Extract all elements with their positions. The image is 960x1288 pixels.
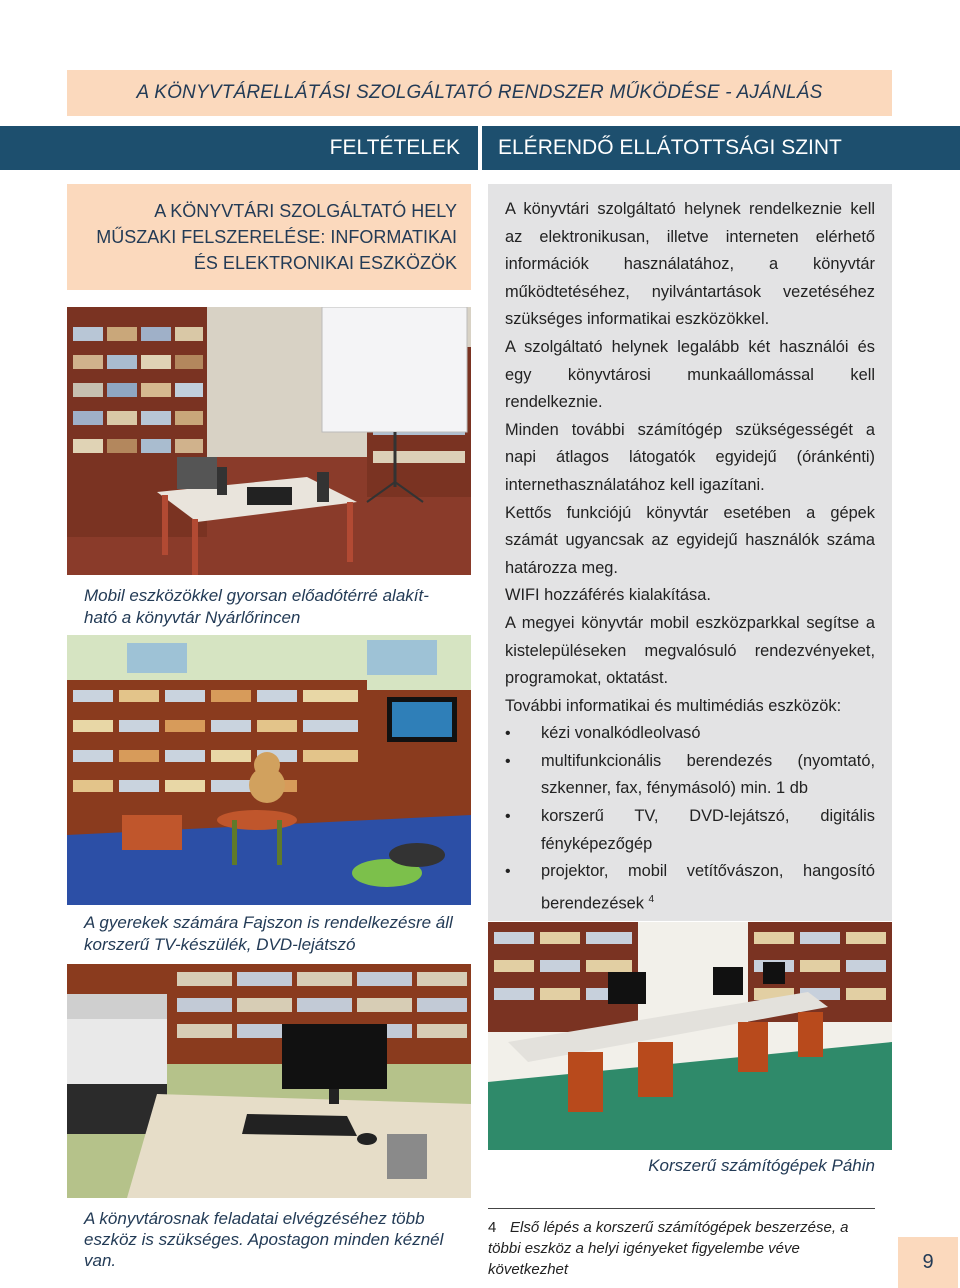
caption-photo-1 (84, 585, 464, 629)
caption-3-line-3: van. (84, 1251, 117, 1270)
caption-4-text: Korszerű számítógépek Páhin (648, 1156, 875, 1175)
photo-computers (488, 922, 892, 1150)
footnote (488, 1217, 878, 1280)
banner-title: A KÖNYVTÁRELLÁTÁSI SZOLGÁLTATÓ RENDSZER MŰKÖDÉSE - AJÁNLÁS (136, 82, 823, 103)
footnote-reference: 4 (648, 893, 655, 905)
caption-1-line-1: Mobil eszközökkel gyorsan előadótérré alakít- (84, 586, 429, 605)
caption-2-line-2: korszerű TV-készülék, DVD-lejátszó (84, 935, 356, 954)
list-item (505, 803, 875, 858)
list-item-text: multifunkcionális berendezés (nyomtató, szkenner, fax, fénymásoló) min. 1 db (541, 751, 875, 798)
service-level-text (505, 196, 875, 918)
caption-2-line-1: A gyerekek számára Fajszon is rendelkezésre áll (84, 913, 453, 932)
caption-photo-2 (84, 912, 469, 956)
list-item (505, 720, 875, 748)
paragraph-2: A szolgáltató helynek legalább két használói és egy könyvtárosi munkaállomással kell rendelkeznie. (505, 337, 875, 412)
conditions-line-1: A KÖNYVTÁRI SZOLGÁLTATÓ HELY (154, 201, 457, 221)
photo-librarian-desk (67, 964, 471, 1198)
conditions-line-3: ÉS ELEKTRONIKAI ESZKÖZÖK (193, 253, 457, 273)
paragraph-1: A könyvtári szolgáltató helynek rendelkeznie kell az elektronikusan, illetve interneten elérhető információk használatához, a könyvtár működtetéséhez, nyilvántartások vezetéséhez szükséges informatikai eszközökkel. (505, 200, 875, 329)
caption-3-line-2: eszköz is szükséges. Apostagon minden kéznél (84, 1230, 444, 1249)
paragraph-3: Minden további számítógép szükségességét a napi átlagos látogatók egyidejű (óránkénti) internethasználatához kell igazítani. (505, 420, 875, 494)
footnote-divider (488, 1208, 875, 1209)
equipment-list (505, 720, 875, 918)
paragraph-7: További informatikai és multimédiás eszközök: (505, 696, 842, 715)
caption-photo-3 (84, 1208, 469, 1271)
list-item-text: projektor, mobil vetítővászon, hangosító berendezések (541, 862, 875, 913)
caption-3-line-1: A könyvtárosnak feladatai elvégzéséhez több (84, 1209, 425, 1228)
header-divider (478, 126, 482, 170)
header-right-label: ELÉRENDŐ ELLÁTOTTSÁGI SZINT (498, 136, 842, 159)
list-item-text: kézi vonalkódleolvasó (541, 724, 701, 743)
footnote-number: 4 (488, 1219, 497, 1236)
paragraph-4: Kettős funkciójú könyvtár esetében a gépek számát ugyancsak az egyidejű használók száma határozza meg. (505, 503, 875, 577)
footnote-text: Első lépés a korszerű számítógépek beszerzése, a többi eszköz a helyi igényeket figyelembe véve következhet (488, 1219, 849, 1278)
page-number (898, 1237, 958, 1288)
list-item (505, 748, 875, 803)
header-conditions (0, 126, 470, 170)
photo-library-projector (67, 307, 471, 575)
caption-1-line-2: ható a könyvtár Nyárlőrincen (84, 608, 301, 627)
list-item (505, 858, 875, 918)
header-left-label: FELTÉTELEK (329, 136, 460, 159)
photo-children-corner (67, 635, 471, 905)
header-service-level (490, 126, 960, 170)
list-item-text: korszerű TV, DVD-lejátszó, digitális fényképezőgép (541, 807, 875, 853)
paragraph-6: A megyei könyvtár mobil eszközparkkal segítse a kistelepüléseken megvalósuló rendezvényeket, programokat, oktatást. (505, 613, 875, 688)
page-number-text: 9 (922, 1251, 934, 1273)
paragraph-5: WIFI hozzáférés kialakítása. (505, 586, 711, 605)
conditions-line-2: MŰSZAKI FELSZERELÉSE: INFORMATIKAI (96, 227, 457, 247)
conditions-box (67, 184, 471, 290)
caption-photo-4 (488, 1155, 875, 1177)
document-banner (67, 70, 892, 116)
